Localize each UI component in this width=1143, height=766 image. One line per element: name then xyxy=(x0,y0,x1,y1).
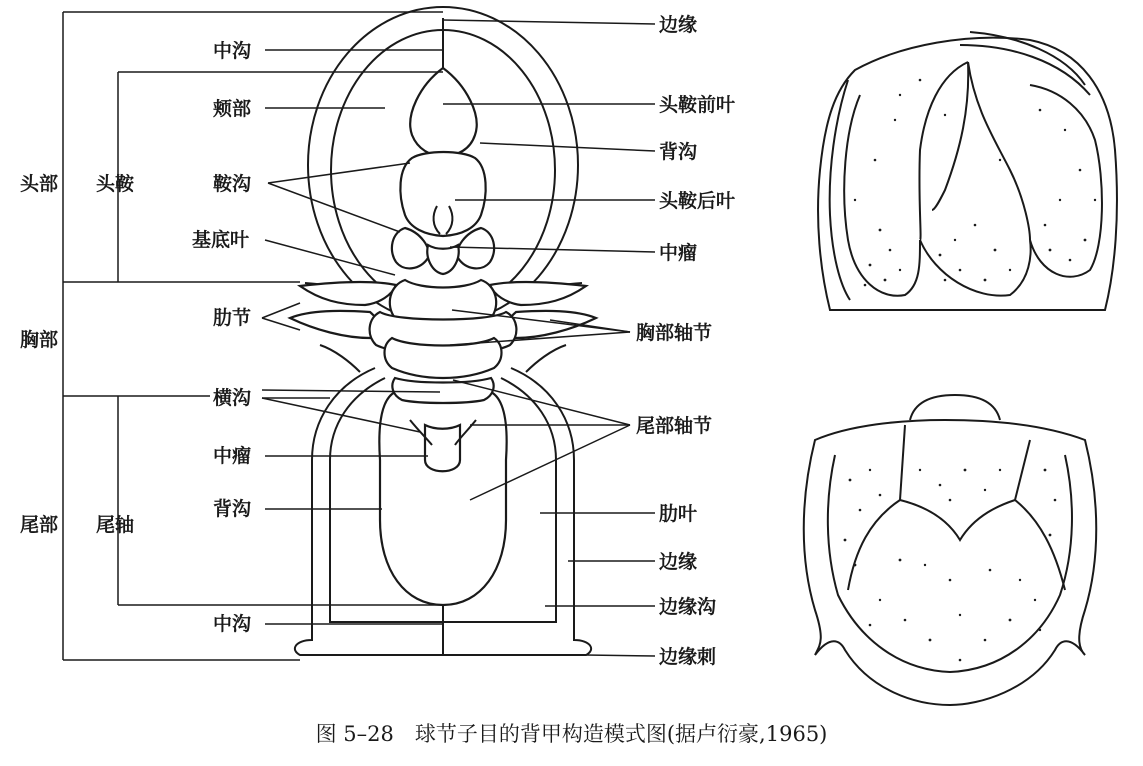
label-posterior-glabellar-lobe: 头鞍后叶 xyxy=(659,190,736,212)
pygidial-axis xyxy=(379,392,506,605)
label-border-bottom: 边缘 xyxy=(659,551,698,573)
cephalon-sketch-lobes xyxy=(844,85,1102,296)
label-median-node: 中瘤 xyxy=(659,242,698,264)
thorax-pleura-right-3 xyxy=(526,345,566,372)
label-basal-lobe: 基底叶 xyxy=(192,229,250,251)
label-pleural-lobe: 肋叶 xyxy=(659,503,698,525)
thorax-pleura-left-1 xyxy=(300,282,396,305)
inner-left-labels xyxy=(192,39,251,635)
label-border-top: 边缘 xyxy=(659,14,698,36)
pygidium-sketch-stipple xyxy=(844,469,1057,662)
label-cephalon: 头部 xyxy=(20,173,59,195)
label-pygidial-axis: 尾轴 xyxy=(96,514,135,536)
pygidial-axial-ring xyxy=(392,378,493,403)
label-median-furrow-top: 中沟 xyxy=(213,40,252,62)
pygidium-sketch-axis xyxy=(900,425,1030,540)
label-median-furrow-bottom: 中沟 xyxy=(213,613,252,635)
cephalon-sketch-border-top xyxy=(960,45,1090,95)
cephalon-sketch-glabella-left xyxy=(919,62,968,240)
label-anterior-glabellar-lobe: 头鞍前叶 xyxy=(659,94,736,116)
basal-lobe-left xyxy=(392,228,429,268)
label-transverse-furrow: 横沟 xyxy=(213,387,252,409)
label-border-spine: 边缘刺 xyxy=(659,646,717,668)
pygidium-sketch-outline xyxy=(804,420,1097,705)
pygidium-sketch xyxy=(804,395,1097,705)
thorax-pleura-left-2 xyxy=(290,311,378,338)
glabella-base xyxy=(427,245,458,274)
cephalon-sketch xyxy=(818,32,1117,310)
label-border-furrow: 边缘沟 xyxy=(659,596,717,618)
pygidium-sketch-inner xyxy=(828,455,1072,672)
label-dorsal-furrow: 背沟 xyxy=(659,141,698,163)
label-dorsal-furrow-lower: 背沟 xyxy=(213,498,252,520)
cephalon-sketch-stipple xyxy=(854,79,1096,287)
cephalon-sketch-border-left xyxy=(830,80,850,300)
cephalon-sketch-furrow xyxy=(932,62,968,210)
pygidium-sketch-furrow-right xyxy=(1015,500,1065,590)
label-cranidium: 头鞍 xyxy=(96,173,135,195)
pygidium-sketch-furrow-left xyxy=(848,500,900,590)
thorax-pleura-right-1 xyxy=(490,282,586,305)
posterior-glabellar-lobe xyxy=(400,152,485,236)
label-median-node-lower: 中瘤 xyxy=(213,445,252,467)
right-labels xyxy=(636,13,736,668)
label-glabellar-furrow: 鞍沟 xyxy=(213,173,252,195)
cephalon-sketch-glabella-right xyxy=(968,62,1030,240)
thorax-pleura-left-3 xyxy=(320,345,360,372)
label-pygidial-axial-rings: 尾部轴节 xyxy=(636,415,713,437)
label-cheek: 颊部 xyxy=(213,98,252,120)
anterior-glabellar-lobe xyxy=(410,68,476,157)
pygidial-median-node xyxy=(425,425,460,471)
figure-caption: 图 5–28 球节子目的背甲构造模式图(据卢衍豪,1965) xyxy=(315,722,828,746)
label-thoracic-axial-rings: 胸部轴节 xyxy=(636,322,713,344)
label-pygidium: 尾部 xyxy=(20,514,59,536)
pygidium-sketch-articulating-half-ring xyxy=(910,395,1000,420)
label-thorax: 胸部 xyxy=(20,329,59,351)
label-pleura: 肋节 xyxy=(213,307,252,329)
